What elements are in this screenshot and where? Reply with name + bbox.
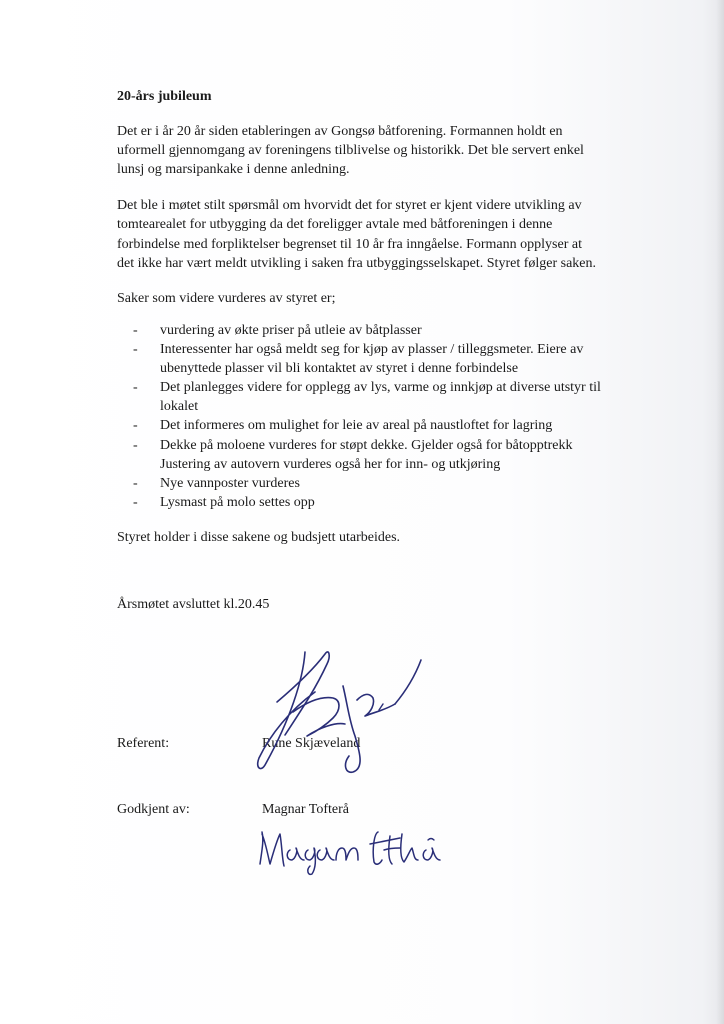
list-bullet: - — [133, 476, 138, 491]
meeting-end-time: Årsmøtet avsluttet kl.20.45 — [117, 597, 270, 612]
paragraph-1-line-3: lunsj og marsipankake i denne anledning. — [117, 162, 350, 177]
approved-label: Godkjent av: — [117, 802, 190, 817]
list-bullet: - — [133, 342, 138, 357]
paragraph-2-line-1: Det ble i møtet stilt spørsmål om hvorvidt det for styret er kjent videre utvikling av — [117, 198, 582, 213]
closing-sentence: Styret holder i disse sakene og budsjett utarbeides. — [117, 530, 401, 545]
list-bullet: - — [133, 323, 138, 338]
paper-edge-shadow — [716, 0, 724, 1024]
list-intro: Saker som videre vurderes av styret er; — [117, 291, 336, 306]
list-bullet: - — [133, 438, 138, 453]
approver-signature-icon — [250, 820, 450, 880]
list-item-2-line-2: ubenyttede plasser vil bli kontaktet av styret i denne forbindelse — [160, 361, 519, 376]
list-item-5-line-1: Dekke på moloene vurderes for støpt dekke. Gjelder også for båtopptrekk — [160, 438, 573, 453]
list-item-1: vurdering av økte priser på utleie av båtplasser — [160, 323, 422, 338]
paragraph-2-line-4: det ikke har vært meldt utvikling i saken fra utbyggingsselskapet. Styret følger saken. — [117, 256, 597, 271]
section-heading: 20-års jubileum — [117, 89, 212, 104]
approved-name: Magnar Tofterå — [262, 802, 350, 817]
paragraph-2-line-2: tomtearealet for utbygging da det foreligger avtale med båtforeningen i denne — [117, 217, 553, 232]
list-item-2-line-1: Interessenter har også meldt seg for kjøp av plasser / tilleggsmeter. Eiere av — [160, 342, 584, 357]
list-bullet: - — [133, 418, 138, 433]
list-item-4: Det informeres om mulighet for leie av areal på naustloftet for lagring — [160, 418, 553, 433]
list-item-6: Nye vannposter vurderes — [160, 476, 300, 491]
paragraph-1-line-2: uformell gjennomgang av foreningens tilblivelse og historikk. Det ble servert enkel — [117, 143, 584, 158]
list-item-7: Lysmast på molo settes opp — [160, 495, 315, 510]
list-item-3-line-1: Det planlegges videre for opplegg av lys, varme og innkjøp at diverse utstyr til — [160, 380, 601, 395]
list-item-5-line-2: Justering av autovern vurderes også her for inn- og utkjøring — [160, 457, 501, 472]
paragraph-2-line-3: forbindelse med forpliktelser begrenset til 10 år fra inngåelse. Formann opplyser at — [117, 237, 582, 252]
list-bullet: - — [133, 495, 138, 510]
referent-label: Referent: — [117, 736, 170, 751]
list-bullet: - — [133, 380, 138, 395]
referent-name: Rune Skjæveland — [262, 736, 361, 751]
list-item-3-line-2: lokalet — [160, 399, 199, 414]
referent-signature-icon — [245, 640, 435, 780]
paragraph-1-line-1: Det er i år 20 år siden etableringen av Gongsø båtforening. Formannen holdt en — [117, 124, 563, 139]
